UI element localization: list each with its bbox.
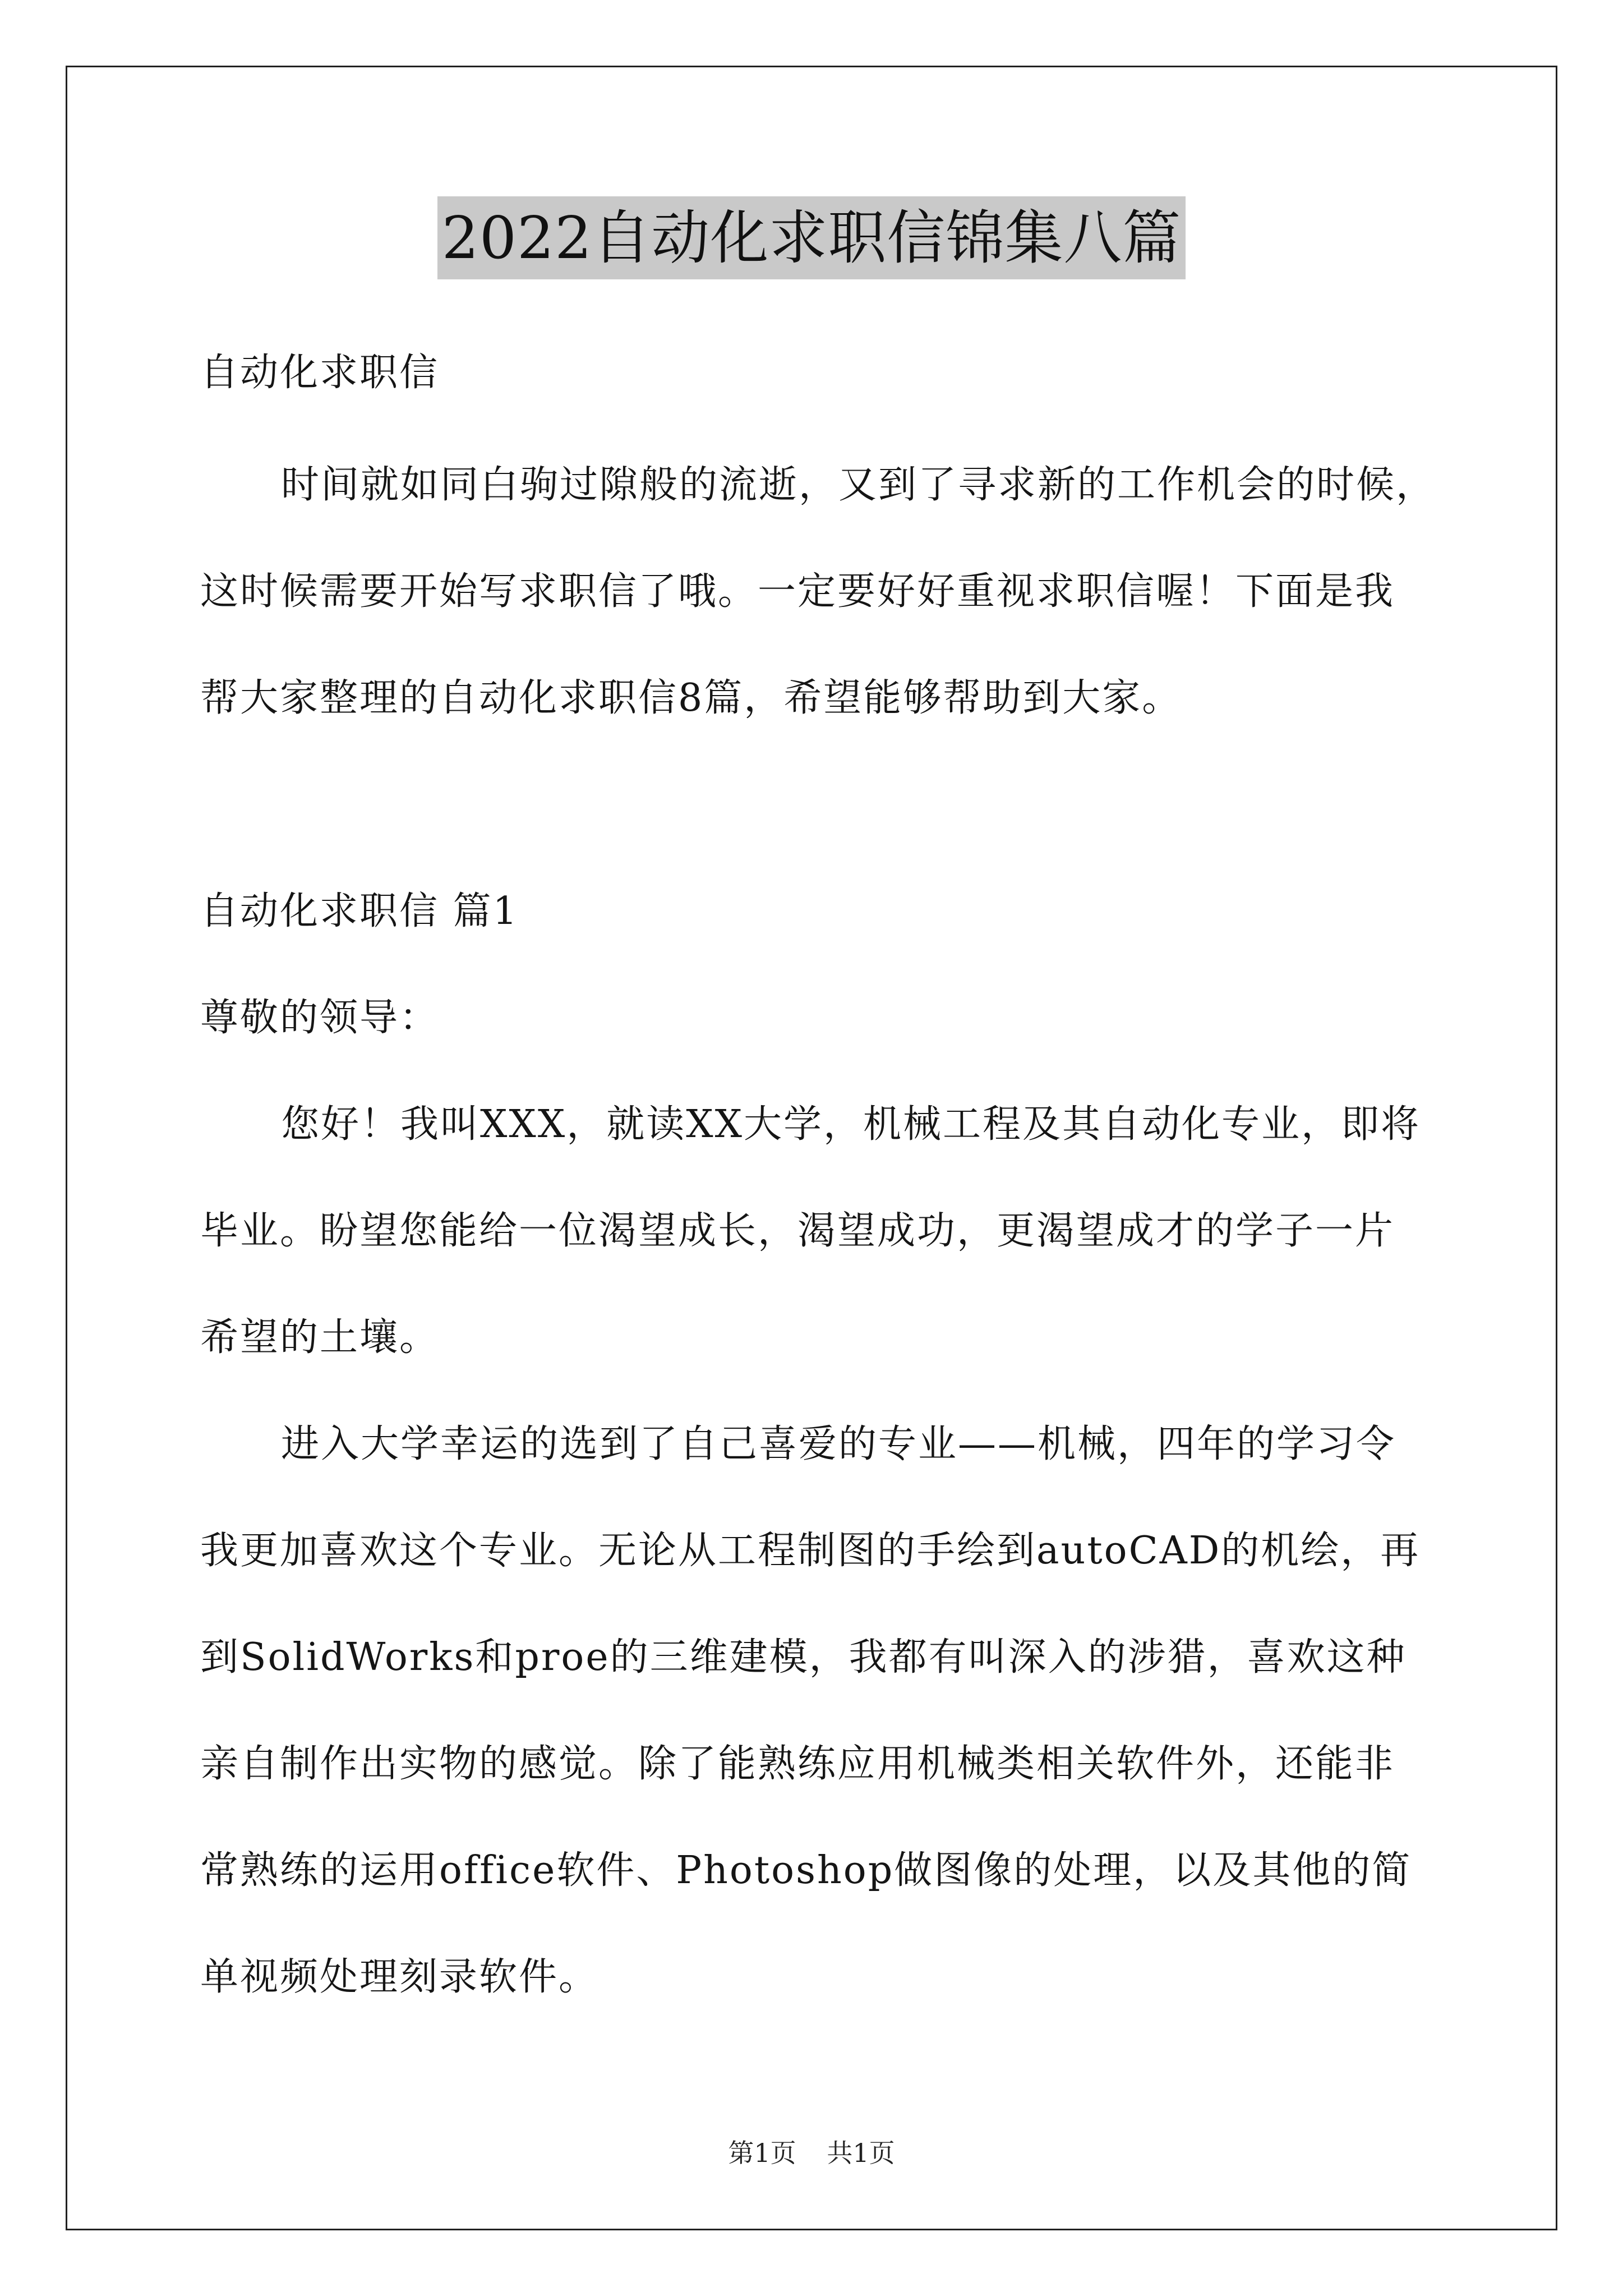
document-title: 2022自动化求职信锦集八篇 — [437, 196, 1186, 279]
paragraph-2-line-4: 亲自制作出实物的感觉。除了能熟练应用机械类相关软件外，还能非 — [200, 1742, 1395, 1786]
intro-heading: 自动化求职信 — [200, 351, 440, 395]
paragraph-1-line-1: 您好！我叫XXX，就读XX大学，机械工程及其自动化专业，即将 — [281, 1102, 1421, 1147]
intro-line-1: 时间就如同白驹过隙般的流逝，又到了寻求新的工作机会的时候， — [281, 463, 1436, 507]
salutation: 尊敬的领导： — [200, 996, 440, 1040]
paragraph-2-line-6: 单视频处理刻录软件。 — [200, 1955, 599, 1999]
intro-line-3: 帮大家整理的自动化求职信8篇，希望能够帮助到大家。 — [200, 676, 1182, 720]
paragraph-2-line-5: 常熟练的运用office软件、Photoshop做图像的处理，以及其他的简 — [200, 1848, 1412, 1893]
section-heading: 自动化求职信 篇1 — [200, 889, 519, 933]
page-total-label: 共1页 — [827, 2138, 895, 2168]
paragraph-2-line-3: 到SolidWorks和proe的三维建模，我都有叫深入的涉猎，喜欢这种 — [200, 1635, 1407, 1680]
page-current-label: 第1页 — [728, 2138, 796, 2168]
paragraph-1-line-2: 毕业。盼望您能给一位渴望成长，渴望成功，更渴望成才的学子一片 — [200, 1209, 1395, 1253]
title-container — [0, 196, 1623, 279]
paragraph-2-line-1: 进入大学幸运的选到了自己喜爱的专业——机械，四年的学习令 — [281, 1422, 1396, 1466]
intro-line-2: 这时候需要开始写求职信了哦。一定要好好重视求职信喔！下面是我 — [200, 569, 1395, 614]
paragraph-1-line-3: 希望的土壤。 — [200, 1315, 440, 1360]
paragraph-2-line-2: 我更加喜欢这个专业。无论从工程制图的手绘到autoCAD的机绘，再 — [200, 1529, 1421, 1573]
page-footer — [0, 2136, 1623, 2170]
